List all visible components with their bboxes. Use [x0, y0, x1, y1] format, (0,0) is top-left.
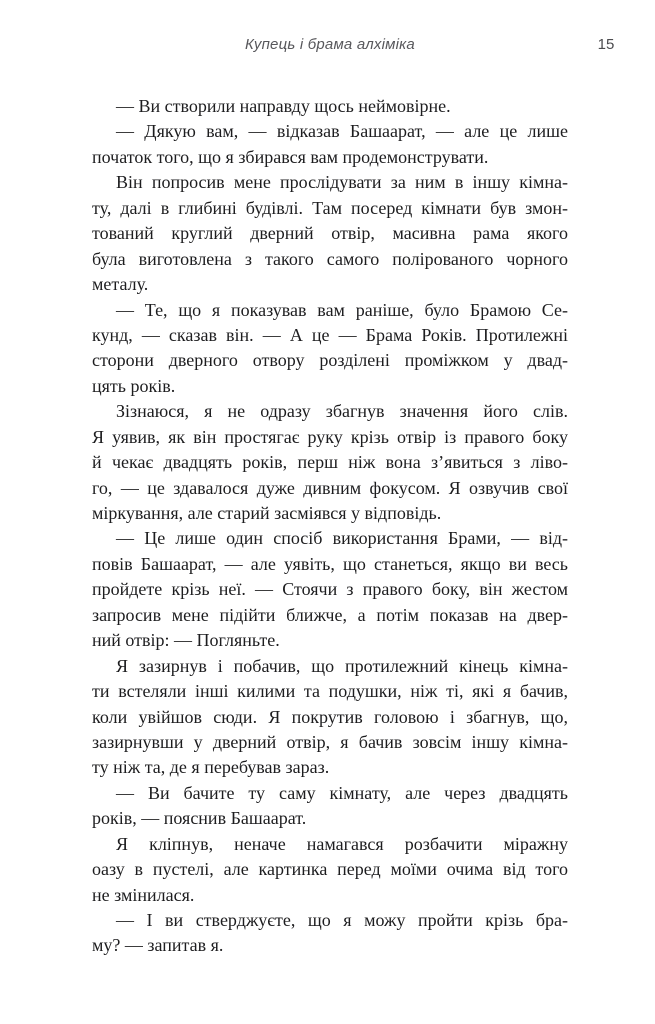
paragraph: [92, 94, 568, 119]
text-line: — Ви бачите ту саму кімнату, але через двадцять: [116, 782, 568, 803]
text-line: тований круглий дверний отвір, масивна рама якого: [92, 223, 568, 244]
text-line: — Ви створили направду щось неймовірне.: [116, 96, 451, 116]
text-line: — Дякую вам, — відказав Башаарат, — але це лише: [116, 121, 568, 142]
text-line: й чекає двадцять років, перш ніж вона з’явиться з ліво-: [92, 452, 568, 473]
paragraph: [92, 654, 568, 781]
text-line: зазирнувши у дверний отвір, я бачив зовсім іншу кімна-: [92, 731, 568, 752]
text-line: була виготовлена з такого самого полірованого чорного: [92, 248, 568, 269]
text-line: Я зазирнув і побачив, що протилежний кінець кімна-: [116, 655, 568, 676]
text-line: металу.: [92, 274, 149, 295]
text-line: Я кліпнув, неначе намагався розбачити міражну: [116, 833, 568, 854]
paragraph: [92, 399, 568, 526]
text-line: сторони дверного отвору розділені проміжком у двад-: [92, 350, 568, 371]
text-block: [92, 94, 568, 959]
text-line: початок того, що я збирався вам продемонструвати.: [92, 146, 489, 167]
text-line: му? — запитав я.: [92, 935, 224, 956]
running-header: [92, 36, 568, 58]
text-line: міркування, але старий засміявся у відповідь.: [92, 503, 442, 523]
paragraph: [92, 526, 568, 653]
paragraph: [92, 781, 568, 832]
text-line: ти встеляли інші килими та подушки, ніж ті, які я бачив,: [92, 681, 568, 702]
running-title: Купець і брама алхіміка: [245, 36, 415, 53]
paragraph: [92, 170, 568, 297]
text-line: пройдете крізь неї. — Стоячи з правого боку, він жестом: [92, 579, 568, 600]
paragraph: [92, 908, 568, 959]
text-line: кунд, — сказав він. — А це — Брама Років. Протилежні: [92, 324, 568, 345]
text-line: років, — пояснив Башаарат.: [92, 808, 307, 829]
paragraph: [92, 119, 568, 170]
text-line: — Це лише один спосіб використання Брами, — від-: [116, 528, 568, 549]
text-line: не змінилася.: [92, 884, 195, 905]
text-line: ний отвір: — Погляньте.: [92, 630, 280, 651]
text-line: го, — це здавалося дуже дивним фокусом. Я озвучив свої: [92, 477, 568, 498]
text-line: запросив мене підійти ближче, а потім показав на двер-: [92, 604, 568, 625]
text-line: — І ви стверджуєте, що я можу пройти крізь бра-: [116, 910, 568, 930]
text-line: — Те, що я показував вам раніше, було Брамою Се-: [116, 299, 568, 320]
text-line: цять років.: [92, 375, 176, 396]
text-line: Він попросив мене прослідувати за ним в іншу кімна-: [116, 172, 568, 193]
text-line: Я уявив, як він простягає руку крізь отвір із правого боку: [92, 426, 568, 447]
page-number: 15: [597, 36, 615, 53]
text-line: ту, далі в глибині будівлі. Там посеред кімнати був змон-: [92, 197, 568, 218]
text-line: ту ніж та, де я перебував зараз.: [92, 757, 330, 778]
text-line: Зізнаюся, я не одразу збагнув значення його слів.: [116, 401, 568, 422]
text-line: повів Башаарат, — але уявіть, що станеться, якщо ви весь: [92, 553, 568, 574]
text-line: оазу в пустелі, але картинка перед моїми очима від того: [92, 859, 568, 880]
text-line: коли увійшов сюди. Я покрутив головою і збагнув, що,: [92, 706, 568, 727]
paragraph: [92, 832, 568, 908]
paragraph: [92, 298, 568, 400]
